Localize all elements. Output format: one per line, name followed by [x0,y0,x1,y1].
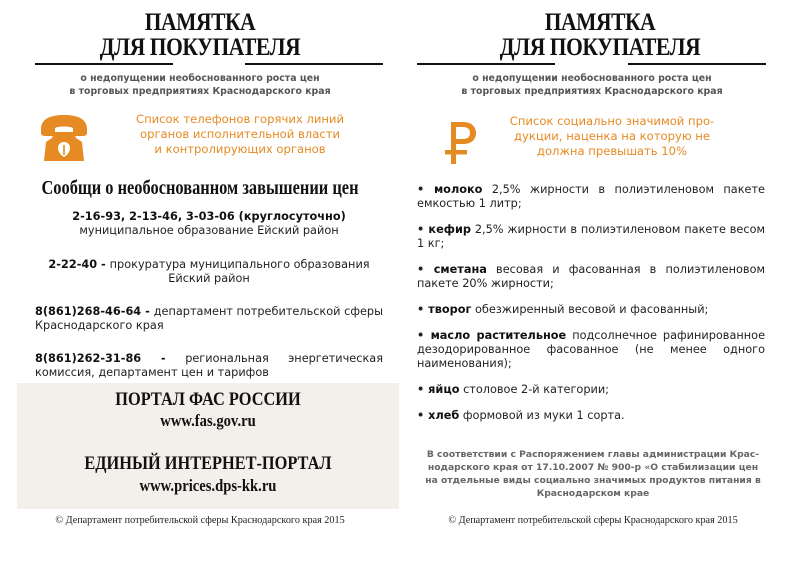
title-line-1: ПАМЯТКА [144,9,256,36]
product-name: молоко [433,183,483,196]
copyright: © Департамент потребительской сферы Краснодарского края 2015 [55,515,345,526]
product-description: формовой из муки 1 сорта. [462,409,625,422]
subtitle-line-1: о недопущении необоснованного роста цен [80,73,320,84]
contact-description: муниципальное образование Ейский район [79,224,339,237]
product-description: столовое 2-й категории; [463,383,609,396]
contact-entry-prosecutor [35,258,383,286]
product-description: подсолнечное рафинированное дезодорированное фасованное (не менее одного наименования); [417,329,766,370]
fas-portal-link[interactable]: www.fas.gov.ru [160,411,256,430]
contact-separator: - [141,352,186,365]
product-name: хлеб [428,409,460,422]
contact-separator: - [97,258,110,271]
bullet-icon: • [417,303,429,316]
product-name: творог [428,303,472,316]
contact-phone: 8(861)268-46-64 [35,305,142,318]
contact-entry-municipal [35,210,383,238]
title-line-2: ДЛЯ ПОКУПАТЕЛЯ [99,34,301,61]
product-description: 2,5% жирности в полиэтиленовом пакете емкостью 1 литр; [417,183,765,210]
product-description: весовая и фасованная в полиэтиленовом пакете 20% жирности; [417,263,766,290]
hotline-heading-line-1: Список телефонов горячих линий [135,112,345,126]
subtitle [0,72,400,98]
portal-box [17,383,399,509]
bullet-icon: • [417,409,429,422]
title-rule-right [245,63,383,65]
title-line-1: ПАМЯТКА [544,9,656,36]
contact-phone: 8(861)262-31-86 [35,352,142,365]
product-list [417,183,765,435]
product-description: 2,5% жирности в полиэтиленовом пакете весом 1 кг; [417,223,765,250]
bullet-icon: • [417,263,434,276]
product-item-kefir [417,223,765,251]
contact-phone: 2-22-40 [48,258,98,271]
products-heading-line-2: дукции, наценка на которую не [514,129,710,143]
product-item-milk [417,183,765,211]
contact-entry-energy-commission [35,352,383,380]
copyright-right: © Департамент потребительской сферы Краснодарского края 2015 [448,515,738,526]
ruble-icon [444,120,478,166]
contact-separator: - [141,305,154,318]
title-rule-left [35,63,173,65]
fas-portal-title: ПОРТАЛ ФАС РОССИИ [115,389,301,410]
products-heading-line-3: должна превышать 10% [536,144,688,158]
bullet-icon: • [417,383,429,396]
decree-line-3: на отдельные виды социально значимых продуктов питания в [425,475,761,486]
decree-line-4: Краснодарском крае [536,488,650,499]
bullet-icon: • [417,223,429,236]
product-name: масло растительное [430,329,567,342]
product-name: сметана [433,263,487,276]
product-item-bread [417,409,765,423]
subtitle-line-1: о недопущении необоснованного роста цен [472,73,712,84]
product-item-eggs [417,383,765,397]
decree-line-2: нодарского края от 17.10.2007 № 900-р «О стабилизации цен [427,462,759,473]
unified-portal-title: ЕДИНЫЙ ИНТЕРНЕТ-ПОРТАЛ [84,453,332,474]
product-name: кефир [428,223,471,236]
decree-line-1: В соответствии с Распоряжением главы администрации Крас- [426,449,760,460]
contact-entry-consumer-dept [35,305,383,333]
subtitle-line-2: в торговых предприятиях Краснодарского края [69,86,331,97]
subtitle [392,72,792,98]
unified-portal-link[interactable]: www.prices.dps-kk.ru [139,476,277,495]
product-item-vegetable-oil [417,329,765,371]
subtitle-line-2: в торговых предприятиях Краснодарского края [461,86,723,97]
products-heading [482,114,742,159]
hotline-heading-line-2: органов исполнительной власти [140,127,340,141]
title-rule-right [628,63,766,65]
contact-phone: 2-16-93, 2-13-46, 3-03-06 (круглосуточно) [72,210,346,223]
decree-note [420,448,766,500]
product-name: яйцо [428,383,460,396]
contact-description: департамент потребительской сферы Краснодарского края [35,305,384,332]
bullet-icon: • [417,183,434,196]
title-line-2: ДЛЯ ПОКУПАТЕЛЯ [499,34,701,61]
telephone-icon [38,112,90,164]
hotline-heading [100,112,380,157]
title-rule-left [417,63,555,65]
products-heading-line-1: Список социально значимой про- [509,114,715,128]
product-description: обезжиренный весовой и фасованный; [474,303,709,316]
product-item-cottage-cheese [417,303,765,317]
report-title: Сообщи о необоснованном завышении цен [41,177,359,199]
product-item-sour-cream [417,263,765,291]
contact-description: региональная энергетическая комиссия, департамент цен и тарифов [35,352,383,379]
contact-description: прокуратура муниципального образования Ейский район [109,258,370,285]
bullet-icon: • [417,329,431,342]
hotline-heading-line-3: и контролирующих органов [154,142,326,156]
